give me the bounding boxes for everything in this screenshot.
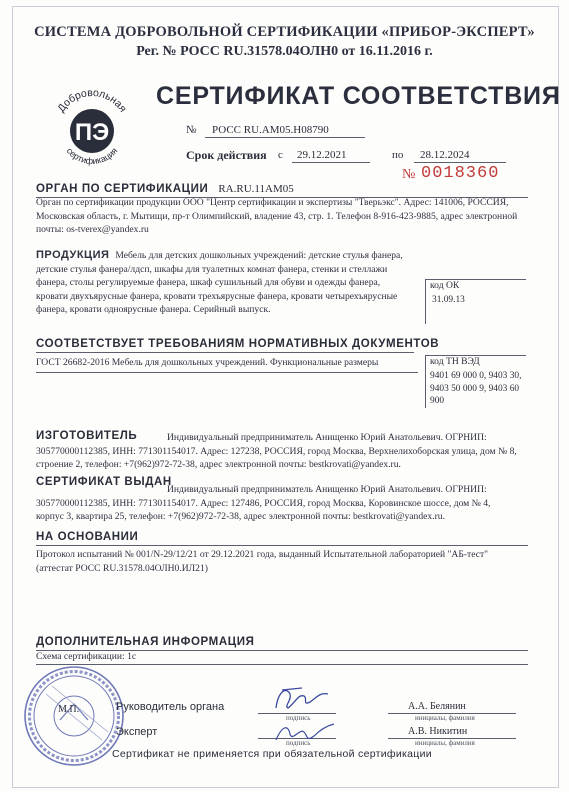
footer-note: Сертификат не применяется при обязательной сертификации [112,748,432,760]
validity-from-label: с [278,149,283,161]
validity-label: Срок действия [186,148,267,162]
validity-to: 28.12.2024 [420,149,470,161]
expert-label: Эксперт [116,726,158,738]
logo-letters: ПЭ [74,119,110,146]
basis-details: Протокол испытаний № 001/N-29/12/21 от 29.12.2021 года, выданный Испытательной лабораторией "АБ-тест" (аттестат РОСС RU.31578.04ОЛН0.ИЛ21) [36,549,489,574]
validity-from: 29.12.2021 [297,149,347,161]
organ-code: RA.RU.11АМ05 [218,183,294,195]
tnved-code-box [425,355,526,408]
expert-signature-caption: подпись [286,739,311,747]
head-label: Руководитель органа [116,701,225,713]
ok-code-label: код ОК [430,280,460,291]
expert-signature [270,718,340,748]
product-heading: ПРОДУКЦИЯ [36,249,110,261]
organ-heading: ОРГАН ПО СЕРТИФИКАЦИИ RA.RU.11АМ05 [36,183,294,195]
product-section: ПРОДУКЦИЯ Мебель для детских дошкольных учреждений: детские стулья фанера, детские стулья фанера/лдсп, шкафы для туалетных комнат фанера, стенки и стеллажи фанера, столы регулируемые фанера, шкаф сушильный для обуви и одежды фанера, кровати двухъярусные фанера, кровати трехъярусные фанера, кровати четырехъярусные фанера, кровати одноярусные фанера. Серийный выпуск. [36,249,403,316]
system-title: СИСТЕМА ДОБРОВОЛЬНОЙ СЕРТИФИКАЦИИ «ПРИБОР-ЭКСПЕРТ» [34,24,535,40]
validity-to-label: по [392,149,404,161]
additional-heading: ДОПОЛНИТЕЛЬНАЯ ИНФОРМАЦИЯ [36,636,255,648]
logo-arc-top: Добровольная [55,86,129,115]
issued-to-heading: СЕРТИФИКАТ ВЫДАН [36,476,172,488]
head-name-caption: инициалы, фамилия [415,714,475,722]
ok-code-value: 31.09.13 [432,295,465,305]
manufacturer-heading: ИЗГОТОВИТЕЛЬ [36,430,138,442]
mp-mark: М.П. [58,704,80,715]
head-signature [268,682,338,716]
requirements-heading: СООТВЕТСТВУЕТ ТРЕБОВАНИЯМ НОРМАТИВНЫХ ДОКУМЕНТОВ [36,338,440,350]
tnved-code-label: код ТН ВЭД [430,356,480,367]
issued-to-details: Индивидуальный предприниматель Анищенко Юрий Анатольевич. ОГРНИП: 305770000112385, ИНН: 771301154017. Адрес: 127486, РОССИЯ, город Москва, Коровинское шоссе, дом № 4, корпус 3, квартира 25, телефон: +7(962)972-72-38, адрес электронной почты: bestkrovati@yandex.ru. [36,484,491,523]
head-name: А.А. Белянин [408,701,466,712]
head-signature-caption: подпись [286,714,311,722]
tnved-code-values: 9401 69 000 0, 9403 30, 9403 50 000 9, 9403 60 900 [430,371,522,407]
ok-code-box [425,279,526,324]
registration-number: Рег. № РОСС RU.31578.04ОЛН0 от 16.11.2016 г. [136,44,433,59]
certification-scheme: Схема сертификации: 1с [36,651,137,662]
logo-arc-bottom: сертификация [64,145,120,167]
certificate-title: СЕРТИФИКАТ СООТВЕТСТВИЯ [156,82,561,110]
organ-seal [22,664,126,768]
manufacturer-details: Индивидуальный предприниматель Анищенко Юрий Анатольевич. ОГРНИП: 305770000112385, ИНН: 771301154017. Адрес: 127238, РОССИЯ, город Москва, Верхнелихоборская улица, дом № 8, строение 2, телефон: +7(962)972-72-38, адрес электронной почты: bestkrovati@yandex.ru. [36,432,517,471]
basis-heading: НА ОСНОВАНИИ [36,531,139,543]
serial-label: № [402,167,416,182]
serial-number: 0018360 [421,164,500,183]
expert-name-caption: инициалы, фамилия [415,739,475,747]
organ-details: Орган по сертификации продукции ООО "Центр сертификации и экспертизы "Тверьэкс". Адрес: 141006, РОССИЯ, Московская область, г. Мытищи, пр-т Олимпийский, владение 43, стр. 1. Телефон 8-916-423-9885, адрес электронной почты: os-tverex@yandex.ru [36,197,518,236]
expert-name: А.В. Никитин [408,726,468,737]
certificate-number: РОСС RU.АМ05.Н08790 [212,124,329,136]
number-label: № [186,124,197,136]
pe-logo [50,86,134,172]
requirements-text: ГОСТ 26682-2016 Мебель для дошкольных учреждений. Функциональные размеры [36,357,379,368]
